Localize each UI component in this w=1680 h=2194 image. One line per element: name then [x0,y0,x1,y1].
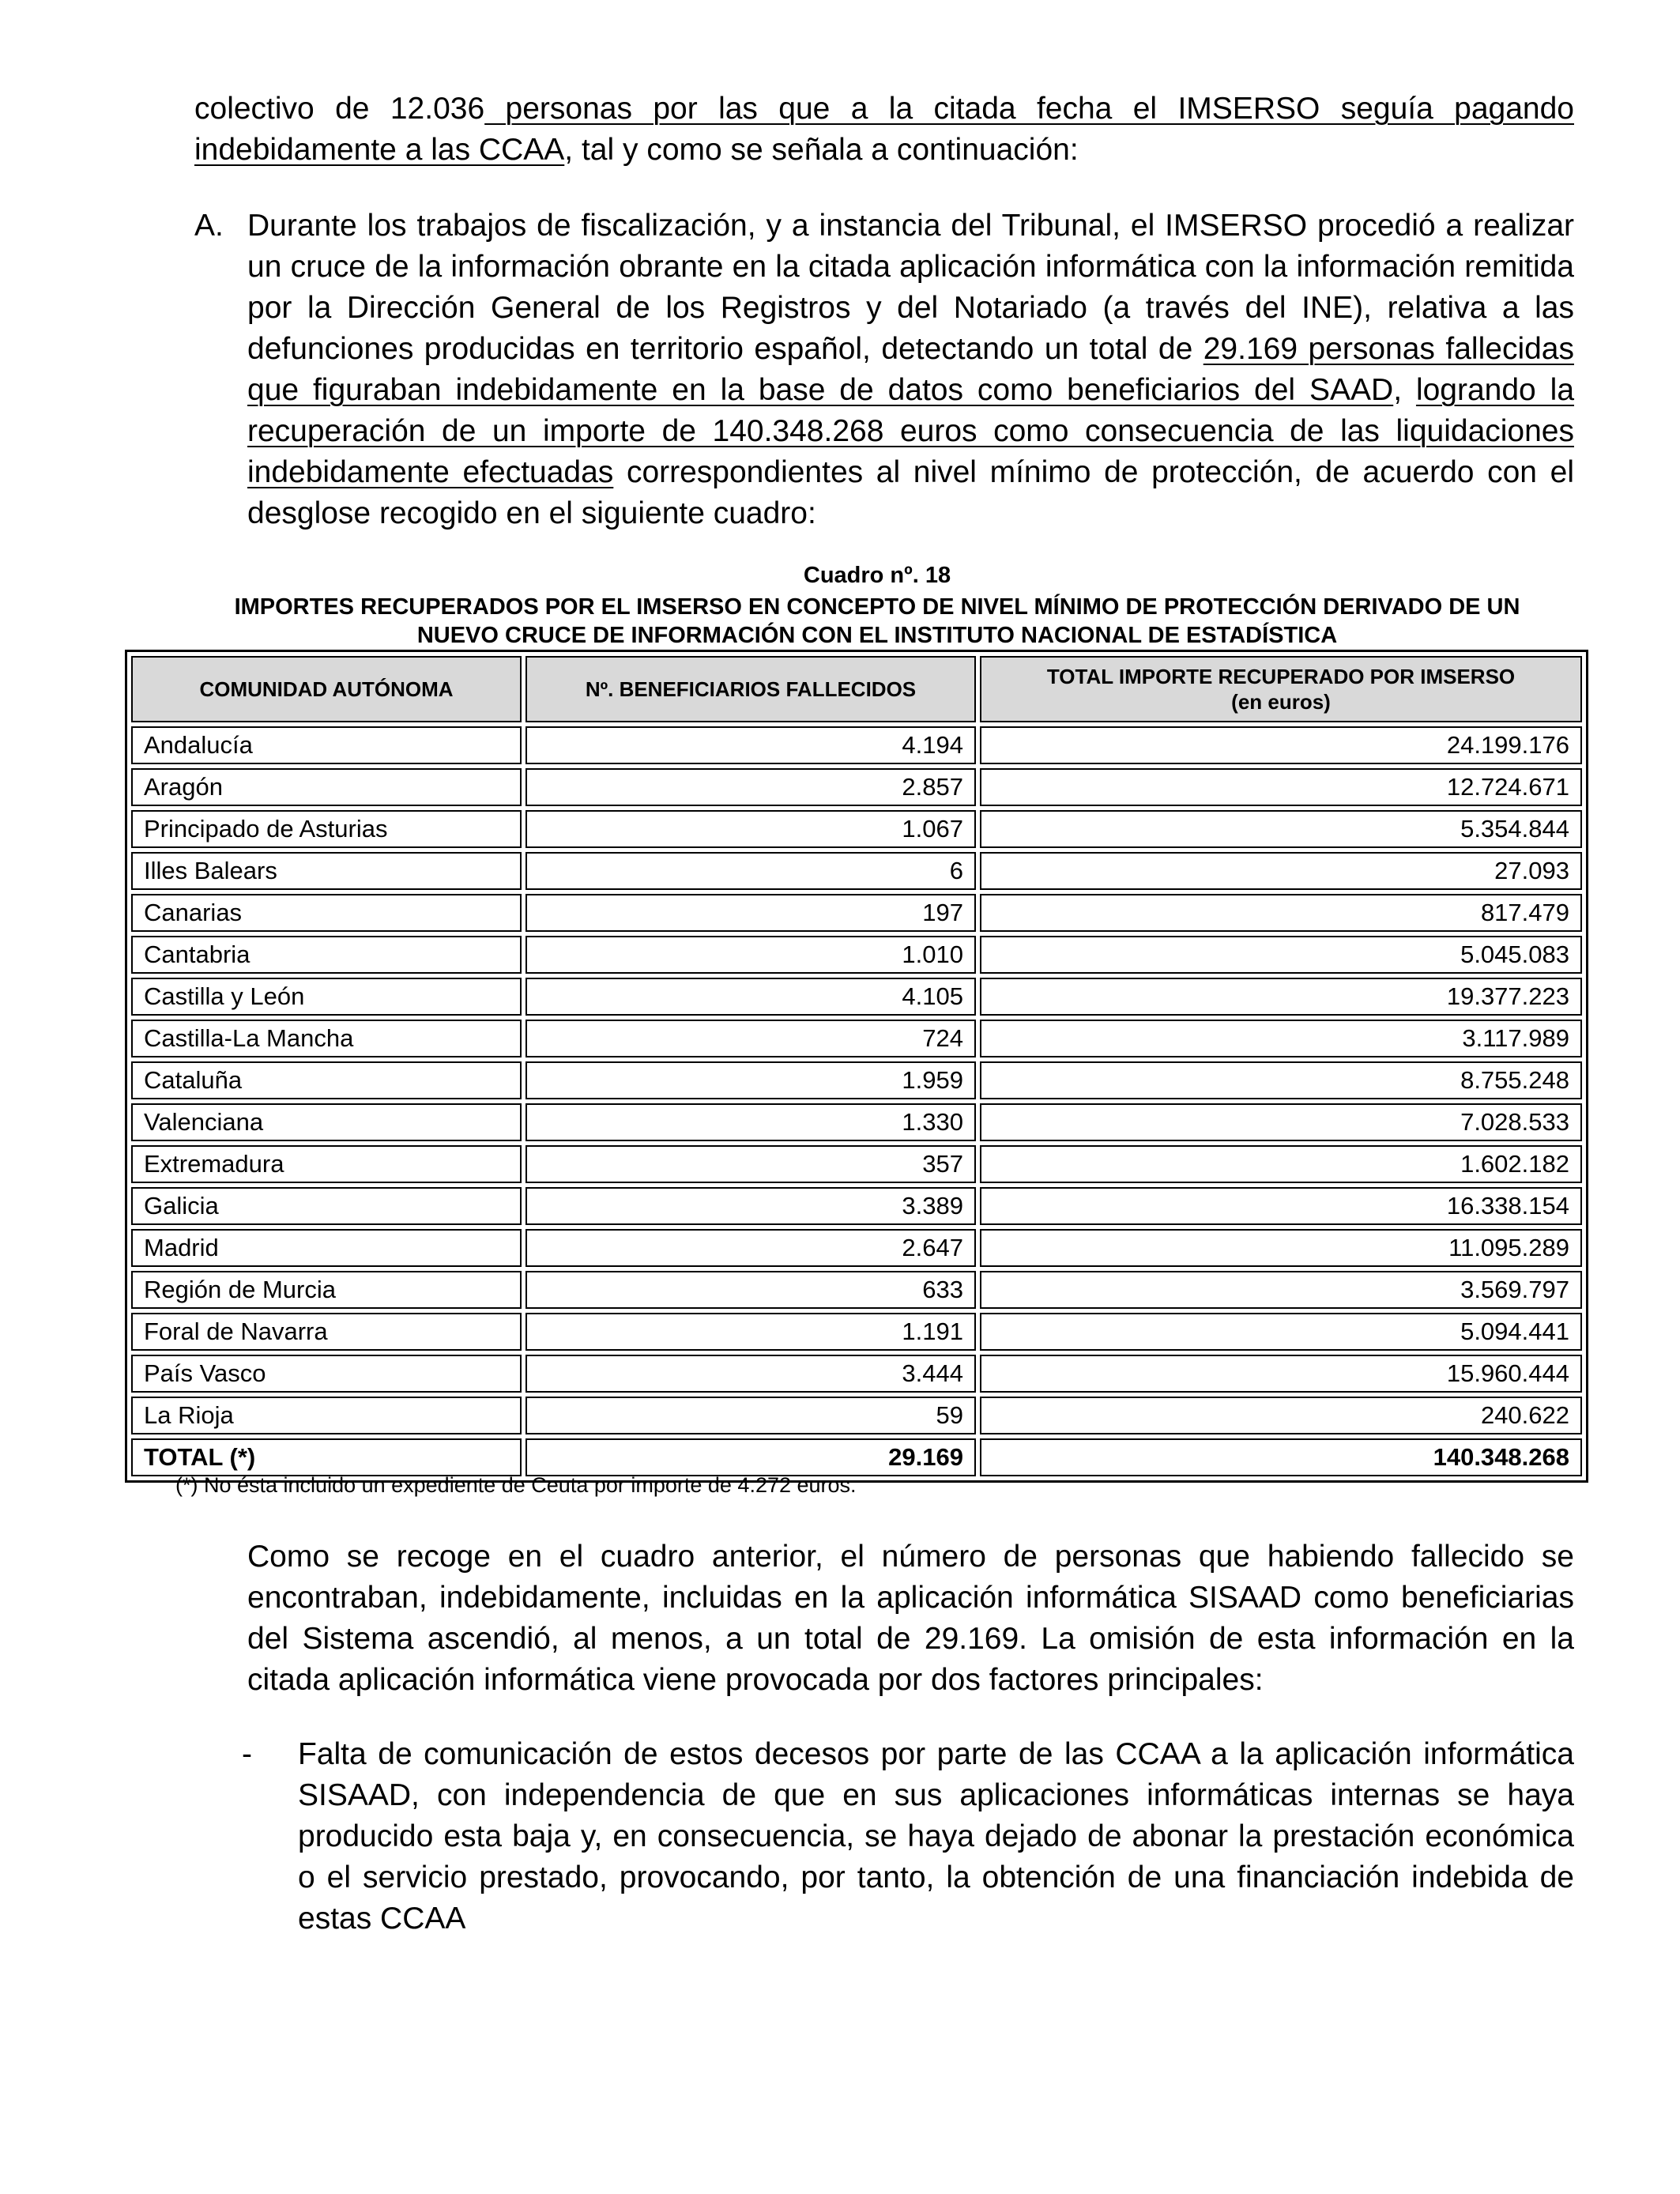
table-row [131,1355,1582,1393]
table-row [131,1397,1582,1434]
cell-community: Castilla-La Mancha [131,1020,522,1057]
table-footnote: (*) No ésta incluido un expediente de Ceuta por importe de 4.272 euros. [175,1473,857,1497]
table-row [131,1145,1582,1183]
cell-amount: 1.602.182 [980,1145,1582,1183]
cell-beneficiaries: 29.169 [525,1438,976,1476]
cell-beneficiaries: 1.067 [525,810,976,848]
table-number: Cuadro nº. 18 [803,563,951,588]
cell-beneficiaries: 3.444 [525,1355,976,1393]
recovered-amounts-table [125,650,1588,1483]
cell-beneficiaries: 357 [525,1145,976,1183]
table-row [131,1103,1582,1141]
header-amount-title: TOTAL IMPORTE RECUPERADO POR IMSERSO [1046,665,1516,688]
table-row [131,894,1582,932]
cell-amount: 3.117.989 [980,1020,1582,1057]
cell-amount: 5.354.844 [980,810,1582,848]
cell-community: Región de Murcia [131,1271,522,1309]
table-title [142,593,1612,650]
cell-amount: 140.348.268 [980,1438,1582,1476]
cell-amount: 16.338.154 [980,1187,1582,1225]
cell-community: Galicia [131,1187,522,1225]
item-a-text-3: correspondientes al nivel mínimo de protección, de acuerdo con el desglose recogido en el siguiente cuadro: [247,455,1574,530]
table-container [125,650,1588,1483]
intro-text-2: , tal y como se señala a continuación: [564,133,1079,167]
cell-beneficiaries: 1.191 [525,1313,976,1351]
item-a-underlined-2: logrando la recuperación de un importe de 140.348.268 euros como consecuencia de las liquidaciones indebidamente efectuadas [247,373,1575,489]
cell-beneficiaries: 4.105 [525,978,976,1016]
table-title-line-2: NUEVO CRUCE DE INFORMACIÓN CON EL INSTITUTO NACIONAL DE ESTADÍSTICA [416,623,1338,648]
cell-beneficiaries: 59 [525,1397,976,1434]
cell-community: TOTAL (*) [131,1438,522,1476]
table-row [131,852,1582,890]
item-a-text-2: , [1393,373,1416,407]
table-row [131,1229,1582,1267]
cell-amount: 12.724.671 [980,768,1582,806]
cell-amount: 24.199.176 [980,726,1582,764]
table-row [131,726,1582,764]
cell-beneficiaries: 2.857 [525,768,976,806]
table-row [131,978,1582,1016]
cell-amount: 19.377.223 [980,978,1582,1016]
cell-community: País Vasco [131,1355,522,1393]
cell-amount: 5.045.083 [980,936,1582,974]
cell-amount: 11.095.289 [980,1229,1582,1267]
item-a-paragraph [247,205,1574,534]
header-beneficiaries: Nº. BENEFICIARIOS FALLECIDOS [525,656,976,722]
cell-amount: 27.093 [980,852,1582,890]
cell-community: Madrid [131,1229,522,1267]
cell-amount: 15.960.444 [980,1355,1582,1393]
cell-beneficiaries: 2.647 [525,1229,976,1267]
cell-beneficiaries: 197 [525,894,976,932]
intro-underlined-text: personas por las que a la citada fecha el IMSERSO seguía pagando indebidamente a las CCAA [194,92,1574,167]
table-total-row [131,1438,1582,1476]
table-row [131,936,1582,974]
cell-community: Extremadura [131,1145,522,1183]
paragraph-2: Como se recoge en el cuadro anterior, el número de personas que habiendo fallecido se encontraban, indebidamente, incluidas en la aplicación informática SISAAD como beneficiarias del Sistema ascendió, al menos, a un total de 29.169. La omisión de esta información en la citada aplicación informática viene provocada por dos factores principales: [247,1540,1574,1697]
cell-beneficiaries: 1.959 [525,1061,976,1099]
bullet-1-text: Falta de comunicación de estos decesos por parte de las CCAA a la aplicación informática SISAAD, con independencia de que en sus aplicaciones informáticas internas se haya producido esta baja y, en consecuencia, se haya dejado de abonar la prestación económica o el servicio prestado, provocando, por tanto, la obtención de una financiación indebida de estas CCAA [298,1737,1574,1936]
cell-community: Andalucía [131,726,522,764]
table-row [131,1313,1582,1351]
cell-amount: 5.094.441 [980,1313,1582,1351]
table-header-row [131,656,1582,722]
cell-beneficiaries: 4.194 [525,726,976,764]
header-amount-unit: (en euros) [1231,690,1331,714]
cell-community: Cataluña [131,1061,522,1099]
cell-community: Castilla y León [131,978,522,1016]
table-body [131,726,1582,1476]
item-a-underlined-1: 29.169 personas fallecidas que figuraban indebidamente en la base de datos como beneficiarios del SAAD [247,332,1574,407]
intro-paragraph [194,89,1574,171]
cell-community: Illes Balears [131,852,522,890]
header-community: COMUNIDAD AUTÓNOMA [131,656,522,722]
cell-community: Valenciana [131,1103,522,1141]
cell-community: Canarias [131,894,522,932]
table-row [131,1020,1582,1057]
cell-amount: 3.569.797 [980,1271,1582,1309]
table-row [131,1061,1582,1099]
table-row [131,768,1582,806]
cell-beneficiaries: 724 [525,1020,976,1057]
item-a-text-1: Durante los trabajos de fiscalización, y a instancia del Tribunal, el IMSERSO procedió a realizar un cruce de la información obrante en la citada aplicación informática con la información remitida por la Dirección General de los Registros y del Notariado (a través del INE), relativa a las defunciones producidas en territorio español, detectando un total de [247,209,1574,366]
cell-community: Cantabria [131,936,522,974]
cell-community: Principado de Asturias [131,810,522,848]
cell-amount: 817.479 [980,894,1582,932]
item-a-marker: A. [194,209,224,243]
cell-community: Aragón [131,768,522,806]
table-row [131,1187,1582,1225]
table-title-line-1: IMPORTES RECUPERADOS POR EL IMSERSO EN CONCEPTO DE NIVEL MÍNIMO DE PROTECCIÓN DERIVADO DE UN [234,594,1520,620]
cell-beneficiaries: 1.330 [525,1103,976,1141]
cell-amount: 240.622 [980,1397,1582,1434]
cell-amount: 8.755.248 [980,1061,1582,1099]
cell-community: Foral de Navarra [131,1313,522,1351]
cell-beneficiaries: 3.389 [525,1187,976,1225]
cell-beneficiaries: 6 [525,852,976,890]
intro-text-1: colectivo de 12.036 [194,92,485,126]
bullet-1-marker: - [242,1737,252,1771]
table-row [131,810,1582,848]
header-amount [980,656,1582,722]
cell-beneficiaries: 1.010 [525,936,976,974]
table-row [131,1271,1582,1309]
cell-community: La Rioja [131,1397,522,1434]
cell-beneficiaries: 633 [525,1271,976,1309]
cell-amount: 7.028.533 [980,1103,1582,1141]
